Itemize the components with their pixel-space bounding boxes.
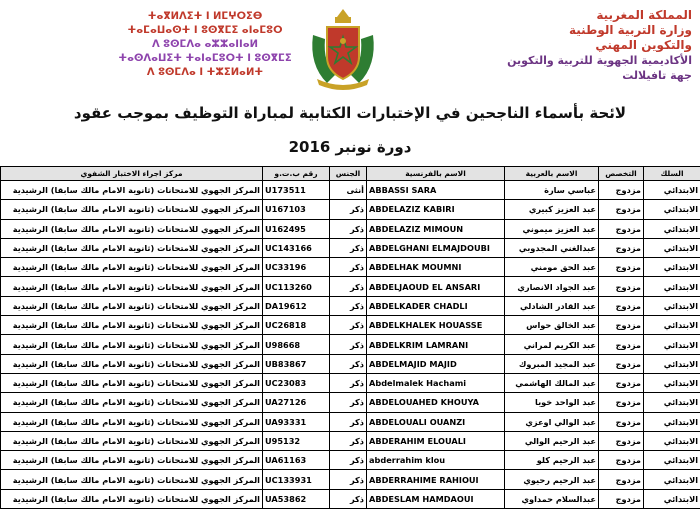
center-cell: المركز الجهوي للامتحانات (ثانوية الامام مالك سابقا) الرشيدية	[1, 316, 263, 335]
cycle-cell: الابتدائي	[644, 335, 700, 354]
name-ar-cell: عبد المالك الهاشمي	[505, 373, 599, 392]
table-row	[1, 200, 700, 219]
center-cell: المركز الجهوي للامتحانات (ثانوية الامام مالك سابقا) الرشيدية	[1, 489, 263, 508]
cycle-cell: الابتدائي	[644, 354, 700, 373]
specialty-cell: مزدوج	[599, 296, 644, 315]
name-ar-cell: عبد الواحد خويا	[505, 393, 599, 412]
tifinagh-line: ⵜⴰⴳⵍⴷⵉⵜ ⵏ ⵍⵎⵖⵔⵉⴱ	[110, 10, 300, 24]
table-header-row	[1, 167, 700, 181]
name-ar-cell: عبدالغني المجدوبي	[505, 238, 599, 257]
results-table	[0, 166, 700, 509]
sex-cell: أنثى	[330, 181, 367, 200]
center-cell: المركز الجهوي للامتحانات (ثانوية الامام مالك سابقا) الرشيدية	[1, 393, 263, 412]
cycle-cell: الابتدائي	[644, 373, 700, 392]
name-ar-cell: عبد المجيد المبروك	[505, 354, 599, 373]
name-fr-cell: ABDELMAJID MAJID	[367, 354, 505, 373]
name-fr-cell: ABDELKHALEK HOUASSE	[367, 316, 505, 335]
cycle-cell: الابتدائي	[644, 200, 700, 219]
sex-cell: ذكر	[330, 200, 367, 219]
cin-cell: UA53862	[263, 489, 330, 508]
name-ar-cell: عبد الحق مومني	[505, 258, 599, 277]
specialty-cell: مزدوج	[599, 258, 644, 277]
name-fr-cell: ABDESLAM HAMDAOUI	[367, 489, 505, 508]
center-cell: المركز الجهوي للامتحانات (ثانوية الامام مالك سابقا) الرشيدية	[1, 335, 263, 354]
name-ar-cell: عبدالسلام حمداوي	[505, 489, 599, 508]
document-header	[0, 0, 700, 100]
session-title: دورة نونبر 2016	[0, 138, 700, 156]
name-fr-cell: ABDELOUAHED KHOUYA	[367, 393, 505, 412]
table-row	[1, 238, 700, 257]
table-row	[1, 316, 700, 335]
column-header-sex: الجنس	[330, 167, 367, 181]
cycle-cell: الابتدائي	[644, 431, 700, 450]
sex-cell: ذكر	[330, 470, 367, 489]
center-cell: المركز الجهوي للامتحانات (ثانوية الامام مالك سابقا) الرشيدية	[1, 258, 263, 277]
name-fr-cell: ABDELKADER CHADLI	[367, 296, 505, 315]
sex-cell: ذكر	[330, 316, 367, 335]
center-cell: المركز الجهوي للامتحانات (ثانوية الامام مالك سابقا) الرشيدية	[1, 412, 263, 431]
table-row	[1, 451, 700, 470]
sex-cell: ذكر	[330, 412, 367, 431]
specialty-cell: مزدوج	[599, 393, 644, 412]
table-row	[1, 412, 700, 431]
specialty-cell: مزدوج	[599, 335, 644, 354]
center-cell: المركز الجهوي للامتحانات (ثانوية الامام مالك سابقا) الرشيدية	[1, 200, 263, 219]
sex-cell: ذكر	[330, 277, 367, 296]
arabic-header-line: المملكة المغربية	[410, 8, 692, 23]
table-row	[1, 296, 700, 315]
name-fr-cell: ABDELKRIM LAMRANI	[367, 335, 505, 354]
sex-cell: ذكر	[330, 373, 367, 392]
specialty-cell: مزدوج	[599, 489, 644, 508]
table-row	[1, 181, 700, 200]
cin-cell: UC143166	[263, 238, 330, 257]
sex-cell: ذكر	[330, 219, 367, 238]
cin-cell: U173511	[263, 181, 330, 200]
cycle-cell: الابتدائي	[644, 451, 700, 470]
center-cell: المركز الجهوي للامتحانات (ثانوية الامام مالك سابقا) الرشيدية	[1, 181, 263, 200]
cin-cell: UB83867	[263, 354, 330, 373]
table-row	[1, 489, 700, 508]
cin-cell: UC23083	[263, 373, 330, 392]
tifinagh-line: ⵜⴰⵎⴰⵡⴰⵙⵜ ⵏ ⵓⵙⴳⵎⵉ ⴰⵏⴰⵎⵓⵔ	[110, 24, 300, 38]
specialty-cell: مزدوج	[599, 451, 644, 470]
name-ar-cell: عبد الخالق حواس	[505, 316, 599, 335]
specialty-cell: مزدوج	[599, 354, 644, 373]
arabic-header-line: وزارة التربية الوطنية	[410, 23, 692, 38]
name-fr-cell: ABDELOUALI OUANZI	[367, 412, 505, 431]
specialty-cell: مزدوج	[599, 470, 644, 489]
center-cell: المركز الجهوي للامتحانات (ثانوية الامام مالك سابقا) الرشيدية	[1, 296, 263, 315]
cycle-cell: الابتدائي	[644, 296, 700, 315]
column-header-cin: رقم ب.ت.و	[263, 167, 330, 181]
table-row	[1, 470, 700, 489]
specialty-cell: مزدوج	[599, 316, 644, 335]
sex-cell: ذكر	[330, 393, 367, 412]
center-cell: المركز الجهوي للامتحانات (ثانوية الامام مالك سابقا) الرشيدية	[1, 451, 263, 470]
name-fr-cell: ABDELAZIZ MIMOUN	[367, 219, 505, 238]
specialty-cell: مزدوج	[599, 200, 644, 219]
specialty-cell: مزدوج	[599, 219, 644, 238]
name-fr-cell: ABDERAHIM ELOUALI	[367, 431, 505, 450]
cycle-cell: الابتدائي	[644, 181, 700, 200]
table-row	[1, 277, 700, 296]
tifinagh-line: ⵜⴰⵙⴷⴰⵡⵉⵜ ⵜⴰⵏⴰⵎⵓⵔⵜ ⵏ ⵓⵙⴳⵎⵉ	[110, 52, 300, 66]
name-ar-cell: عبد العزيز كبيري	[505, 200, 599, 219]
name-fr-cell: abderrahim klou	[367, 451, 505, 470]
cin-cell: UA93331	[263, 412, 330, 431]
center-cell: المركز الجهوي للامتحانات (ثانوية الامام مالك سابقا) الرشيدية	[1, 277, 263, 296]
arabic-header-line: جهة تافيلالت	[410, 68, 692, 83]
cycle-cell: الابتدائي	[644, 393, 700, 412]
name-fr-cell: ABDELGHANI ELMAJDOUBI	[367, 238, 505, 257]
name-fr-cell: ABDELHAK MOUMNI	[367, 258, 505, 277]
arabic-header-line: والتكوين المهني	[410, 38, 692, 53]
cin-cell: U98668	[263, 335, 330, 354]
name-fr-cell: ABDERRAHIME RAHIOUI	[367, 470, 505, 489]
sex-cell: ذكر	[330, 489, 367, 508]
center-cell: المركز الجهوي للامتحانات (ثانوية الامام مالك سابقا) الرشيدية	[1, 354, 263, 373]
sex-cell: ذكر	[330, 354, 367, 373]
cin-cell: UC113260	[263, 277, 330, 296]
arabic-header-line: الأكاديمية الجهوية للتربية والتكوين	[410, 53, 692, 68]
cin-cell: UC26818	[263, 316, 330, 335]
name-fr-cell: ABDELAZIZ KABIRI	[367, 200, 505, 219]
center-cell: المركز الجهوي للامتحانات (ثانوية الامام مالك سابقا) الرشيدية	[1, 431, 263, 450]
column-header-name-ar: الاسم بالعربية	[505, 167, 599, 181]
cin-cell: U167103	[263, 200, 330, 219]
tifinagh-line: ⴷ ⵓⵙⵎⴷⴰ ⵏ ⵜⵣⵉⵍⴰⵍⵜ	[110, 66, 300, 80]
center-cell: المركز الجهوي للامتحانات (ثانوية الامام مالك سابقا) الرشيدية	[1, 470, 263, 489]
name-ar-cell: عبد الرحيم الوالي	[505, 431, 599, 450]
cycle-cell: الابتدائي	[644, 412, 700, 431]
cycle-cell: الابتدائي	[644, 219, 700, 238]
table-row	[1, 258, 700, 277]
name-fr-cell: ABBASSI SARA	[367, 181, 505, 200]
sex-cell: ذكر	[330, 335, 367, 354]
cin-cell: UC133931	[263, 470, 330, 489]
sex-cell: ذكر	[330, 258, 367, 277]
name-ar-cell: عبد العزيز ميموني	[505, 219, 599, 238]
cycle-cell: الابتدائي	[644, 258, 700, 277]
cin-cell: DA19612	[263, 296, 330, 315]
name-ar-cell: عبد الرحيم رحيوي	[505, 470, 599, 489]
tifinagh-line: ⴷ ⵓⵙⵎⴷⴰ ⴰⵣⵣⴰⵏⵏⴰⵍ	[110, 38, 300, 52]
sex-cell: ذكر	[330, 296, 367, 315]
cin-cell: UA27126	[263, 393, 330, 412]
column-header-center: مركز اجراء الاختبار الشفوي	[1, 167, 263, 181]
name-ar-cell: عباسي سارة	[505, 181, 599, 200]
cin-cell: UC33196	[263, 258, 330, 277]
cycle-cell: الابتدائي	[644, 277, 700, 296]
cycle-cell: الابتدائي	[644, 470, 700, 489]
specialty-cell: مزدوج	[599, 431, 644, 450]
name-ar-cell: عبد الوالي اوعزي	[505, 412, 599, 431]
cin-cell: U162495	[263, 219, 330, 238]
tifinagh-header	[110, 10, 300, 80]
center-cell: المركز الجهوي للامتحانات (ثانوية الامام مالك سابقا) الرشيدية	[1, 373, 263, 392]
name-ar-cell: عبد الجواد الانصاري	[505, 277, 599, 296]
cycle-cell: الابتدائي	[644, 489, 700, 508]
table-row	[1, 431, 700, 450]
cin-cell: UA61163	[263, 451, 330, 470]
cin-cell: U95132	[263, 431, 330, 450]
column-header-specialty: التخصص	[599, 167, 644, 181]
specialty-cell: مزدوج	[599, 412, 644, 431]
name-fr-cell: ABDELJAOUD EL ANSARI	[367, 277, 505, 296]
cycle-cell: الابتدائي	[644, 238, 700, 257]
name-ar-cell: عبد القادر الشادلي	[505, 296, 599, 315]
table-row	[1, 393, 700, 412]
table-row	[1, 219, 700, 238]
sex-cell: ذكر	[330, 238, 367, 257]
table-row	[1, 373, 700, 392]
column-header-name-fr: الاسم بالفرنسية	[367, 167, 505, 181]
arabic-header	[410, 8, 692, 83]
name-ar-cell: عبد الرحيم كلو	[505, 451, 599, 470]
table-row	[1, 354, 700, 373]
cycle-cell: الابتدائي	[644, 316, 700, 335]
document-title: لائحة بأسماء الناجحين في الإختبارات الكتابية لمباراة التوظيف بموجب عقود	[0, 104, 700, 122]
sex-cell: ذكر	[330, 451, 367, 470]
specialty-cell: مزدوج	[599, 238, 644, 257]
specialty-cell: مزدوج	[599, 277, 644, 296]
center-cell: المركز الجهوي للامتحانات (ثانوية الامام مالك سابقا) الرشيدية	[1, 238, 263, 257]
column-header-cycle: السلك	[644, 167, 700, 181]
table-row	[1, 335, 700, 354]
specialty-cell: مزدوج	[599, 181, 644, 200]
name-ar-cell: عبد الكريم لمراني	[505, 335, 599, 354]
name-fr-cell: Abdelmalek Hachami	[367, 373, 505, 392]
center-cell: المركز الجهوي للامتحانات (ثانوية الامام مالك سابقا) الرشيدية	[1, 219, 263, 238]
specialty-cell: مزدوج	[599, 373, 644, 392]
sex-cell: ذكر	[330, 431, 367, 450]
coat-of-arms-icon	[305, 5, 381, 91]
